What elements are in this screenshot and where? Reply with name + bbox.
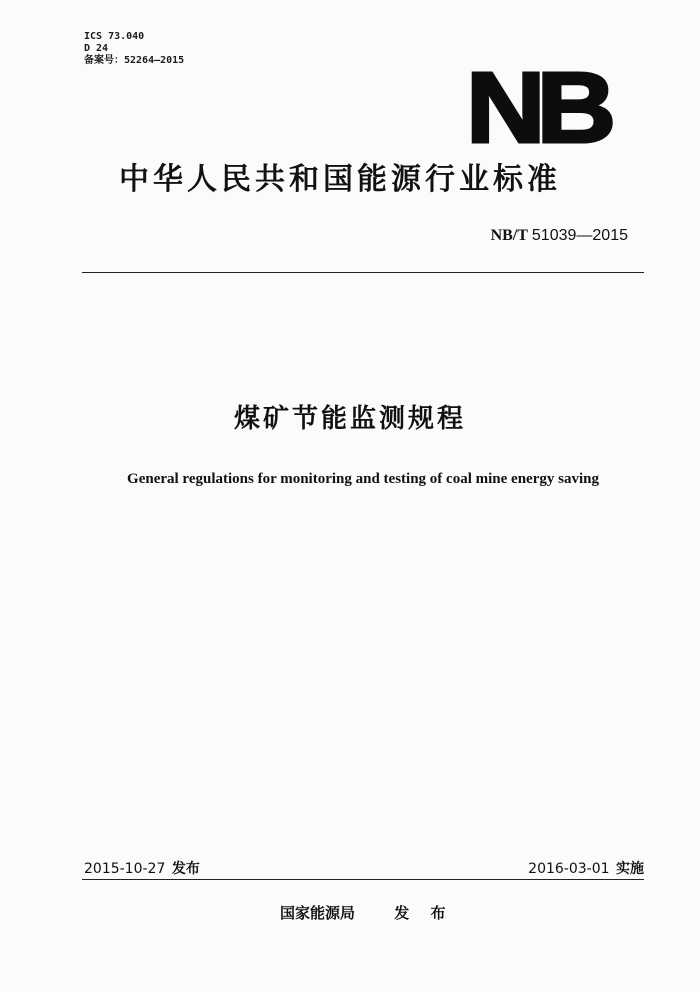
standard-number	[491, 226, 628, 246]
effective-date-value: 2016-03-01	[528, 861, 610, 877]
standard-category: 中华人民共和国能源行业标准	[119, 162, 561, 197]
document-title-en: General regulations for monitoring and testing of coal mine energy saving	[127, 471, 599, 487]
document-title-cn: 煤矿节能监测规程	[233, 404, 466, 434]
bottom-rule	[82, 879, 644, 880]
meta-ccs: D 24	[84, 43, 109, 54]
effective-date	[528, 860, 644, 878]
release-label: 发布	[171, 861, 200, 877]
publisher-action: 发 布	[394, 904, 454, 922]
nb-logo: NB	[466, 52, 608, 164]
release-date	[84, 860, 200, 878]
standard-number-value: 51039—2015	[531, 227, 628, 244]
release-date-value: 2015-10-27	[84, 861, 166, 877]
meta-record-number: 备案号：52264—2015	[84, 55, 185, 66]
meta-ics: ICS 73.040	[84, 31, 145, 42]
top-rule	[82, 272, 644, 273]
standard-number-prefix: NB/T	[490, 227, 528, 244]
effective-label: 实施	[616, 861, 644, 877]
publisher	[280, 903, 453, 923]
publisher-name: 国家能源局	[280, 904, 356, 922]
